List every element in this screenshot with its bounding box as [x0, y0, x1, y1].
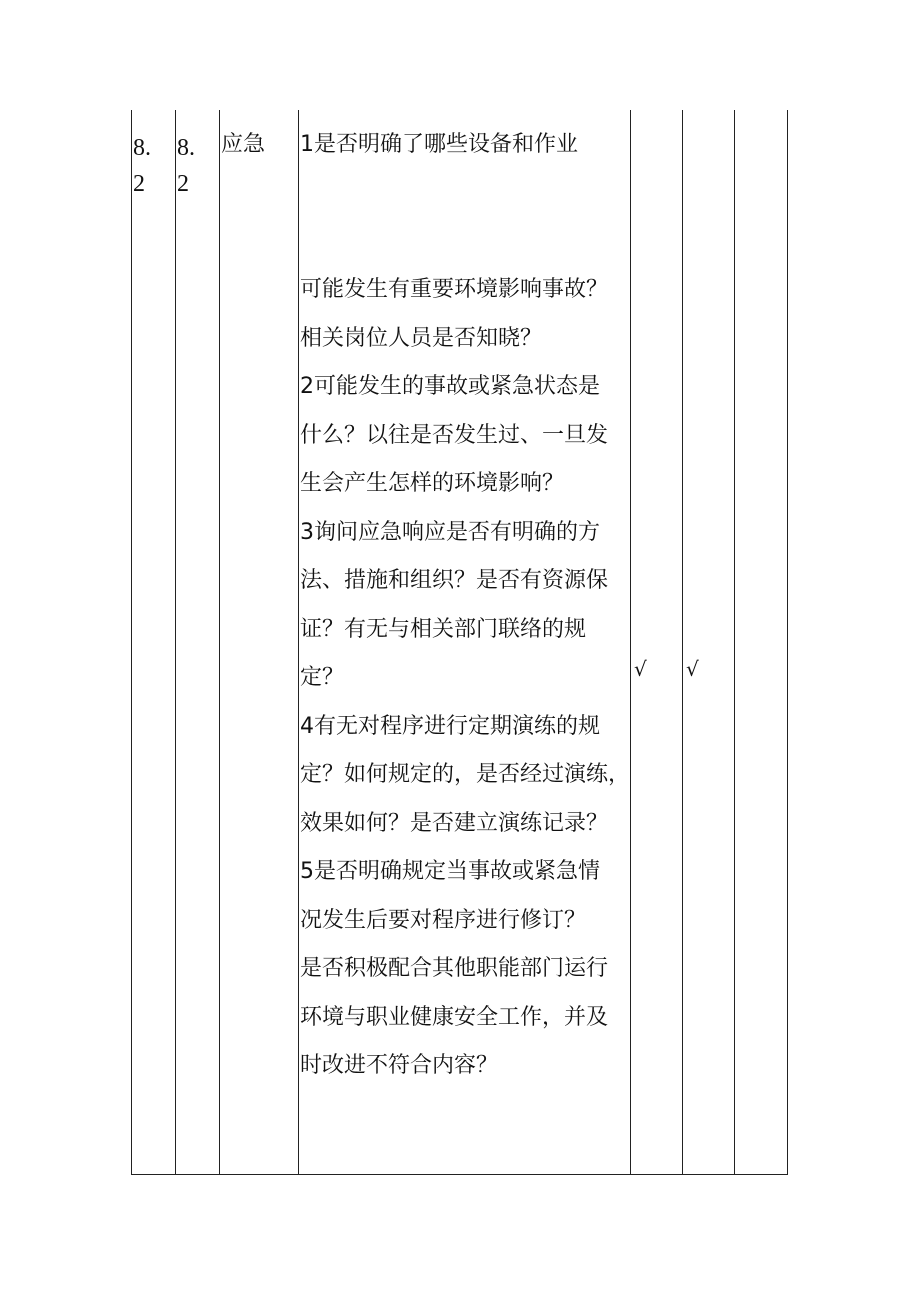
content-line: 5是否明确规定当事故或紧急情	[300, 859, 600, 884]
clause-number-a-line1: 8.	[133, 135, 151, 161]
content-line: 定？	[300, 665, 345, 690]
clause-number-a-line2: 2	[133, 171, 145, 197]
column-divider-6	[734, 110, 735, 1175]
column-divider-3	[298, 110, 299, 1175]
column-divider-4	[630, 110, 631, 1175]
clause-number-b-line1: 8.	[177, 135, 195, 161]
check-mark-1: √	[634, 657, 647, 681]
check-content-first-line: 1是否明确了哪些设备和作业	[300, 132, 578, 157]
content-line: 2可能发生的事故或紧急状态是	[300, 374, 600, 399]
content-line: 4有无对程序进行定期演练的规	[300, 713, 600, 739]
column-divider-5	[682, 110, 683, 1175]
check-content	[300, 266, 630, 1091]
content-line: 环境与职业健康安全工作，并及	[300, 1004, 609, 1030]
clause-number-b-line2: 2	[177, 171, 189, 197]
content-line: 可能发生有重要环境影响事故？	[300, 277, 609, 302]
check-mark-2: √	[686, 657, 699, 681]
content-line: 3询问应急响应是否有明确的方	[300, 519, 600, 545]
content-line: 法、措施和组织？是否有资源保	[300, 568, 609, 593]
clause-number-b	[177, 130, 195, 202]
content-line: 况发生后要对程序进行修订？	[300, 907, 587, 933]
column-divider-2	[219, 110, 220, 1175]
content-line: 生会产生怎样的环境影响？	[300, 471, 565, 496]
content-line: 时改进不符合内容？	[300, 1053, 499, 1078]
content-line: 什么？以往是否发生过、一旦发	[300, 422, 609, 448]
content-line: 效果如何？是否建立演练记录？	[300, 810, 609, 836]
item-label: 应急	[221, 132, 266, 157]
content-line: 证？有无与相关部门联络的规	[300, 616, 587, 642]
content-line: 是否积极配合其他职能部门运行	[300, 956, 609, 981]
content-line: 定？如何规定的，是否经过演练，	[300, 762, 631, 787]
content-line: 相关岗位人员是否知晓？	[300, 325, 543, 351]
column-divider-1	[175, 110, 176, 1175]
clause-number-a	[133, 130, 151, 202]
